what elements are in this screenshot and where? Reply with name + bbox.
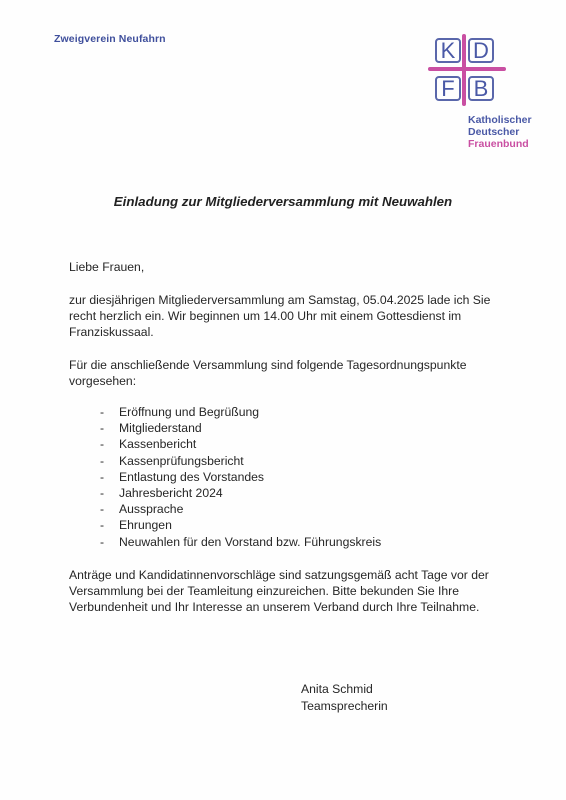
kdfb-logo [426, 34, 506, 106]
signature-name: Anita Schmid [301, 682, 373, 696]
signature-role: Teamsprecherin [301, 699, 388, 713]
agenda-list [100, 404, 381, 550]
bullet-dash: - [100, 485, 105, 500]
bullet-dash: - [100, 518, 105, 533]
list-item [100, 436, 381, 452]
list-item [100, 485, 381, 501]
logo-letter-f: F [435, 76, 461, 101]
logo-cross-horizontal [428, 67, 506, 71]
org-line-2: Deutscher [468, 126, 520, 138]
logo-letter-d: D [468, 38, 494, 63]
agenda-item-label: Aussprache [119, 502, 184, 517]
signature-block [301, 681, 388, 715]
bullet-dash: - [100, 405, 105, 419]
list-item [100, 420, 381, 436]
logo-letter-b: B [468, 76, 494, 101]
agenda-item-label: Kassenbericht [119, 437, 197, 452]
agenda-item-label: Entlastung des Vorstandes [119, 469, 264, 484]
list-item [100, 517, 381, 533]
paragraph-submissions: Anträge und Kandidatinnenvorschläge sind satzungsgemäß acht Tage vor der Versammlung bei der Teamleitung einzureichen. Bitte bekunden Sie Ihre Verbundenheit und Ihr Interesse an unserem Verband durch Ihre Teilnahme. [69, 568, 489, 614]
agenda-item-label: Ehrungen [119, 518, 172, 533]
bullet-dash: - [100, 437, 105, 452]
agenda-item-label: Mitgliederstand [119, 421, 202, 436]
bullet-dash: - [100, 502, 105, 517]
bullet-dash: - [100, 421, 105, 436]
list-item [100, 404, 381, 420]
org-line-1: Katholischer [468, 114, 532, 126]
paragraph-agenda-intro: Für die anschließende Versammlung sind folgende Tagesordnungspunkte vorgesehen: [69, 358, 467, 388]
list-item [100, 453, 381, 469]
greeting: Liebe Frauen, [69, 260, 145, 274]
bullet-dash: - [100, 469, 105, 484]
org-line-3: Frauenbund [468, 138, 529, 150]
agenda-item-label: Eröffnung und Begrüßung [119, 405, 260, 419]
list-item [100, 469, 381, 485]
agenda-item-label: Jahresbericht 2024 [119, 485, 223, 500]
organization-name [468, 114, 532, 150]
logo-letter-k: K [435, 38, 461, 63]
bullet-dash: - [100, 534, 105, 549]
list-item [100, 534, 381, 550]
agenda-item-label: Neuwahlen für den Vorstand bzw. Führungskreis [119, 534, 382, 549]
branch-name: Zweigverein Neufahrn [54, 33, 166, 45]
letter-title: Einladung zur Mitgliederversammlung mit Neuwahlen [113, 194, 453, 209]
list-item [100, 501, 381, 517]
bullet-dash: - [100, 453, 105, 468]
agenda-item-label: Kassenprüfungsbericht [119, 453, 244, 468]
logo-cross-vertical [462, 34, 466, 106]
paragraph-invitation: zur diesjährigen Mitgliederversammlung am Samstag, 05.04.2025 lade ich Sie recht herzlich ein. Wir beginnen um 14.00 Uhr mit einem Gottesdienst im Franziskussaal. [69, 293, 491, 339]
